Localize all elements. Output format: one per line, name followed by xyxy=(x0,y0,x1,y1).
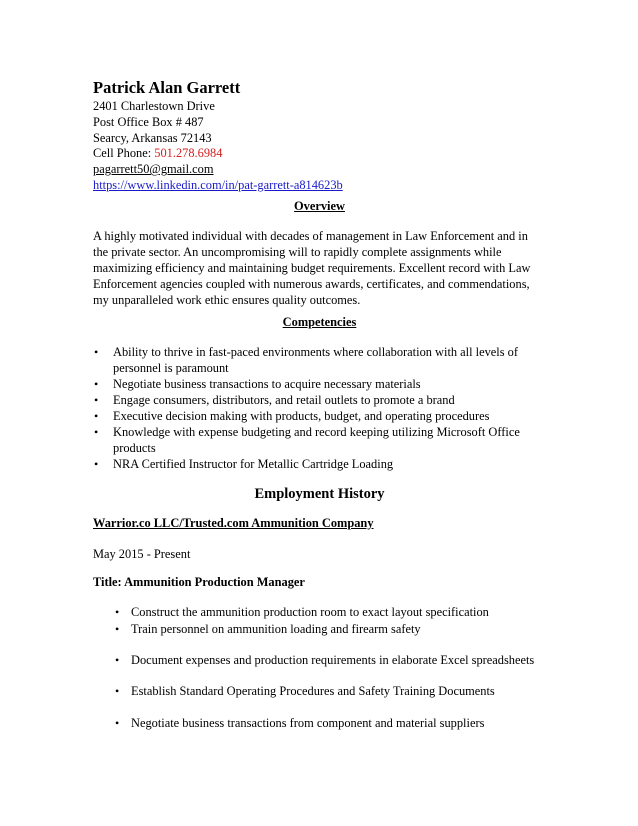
list-item: • Negotiate business transactions from component and material suppliers xyxy=(115,716,485,730)
phone-number: 501.278.6984 xyxy=(154,146,223,161)
overview-line: A highly motivated individual with decades of management in Law Enforcement and in xyxy=(93,229,528,243)
bullet-icon: • xyxy=(94,457,99,471)
bullet-icon: • xyxy=(94,377,99,391)
list-item: • Construct the ammunition production room to exact layout specification xyxy=(115,605,489,619)
employment-heading: Employment History xyxy=(254,486,385,502)
list-item: • Document expenses and production requirements in elaborate Excel spreadsheets xyxy=(115,653,535,667)
overview-line: Enforcement agencies coupled with numerous awards, certificates, and commendations, xyxy=(93,277,530,291)
bullet-icon: • xyxy=(94,345,99,359)
bullet-icon: • xyxy=(115,622,120,636)
address-line-2: Post Office Box # 487 xyxy=(93,114,204,129)
company-name: Warrior.co LLC/Trusted.com Ammunition Company xyxy=(93,516,374,530)
bullet-icon: • xyxy=(115,653,120,667)
linkedin-link[interactable]: https://www.linkedin.com/in/pat-garrett-a814623b xyxy=(93,177,343,192)
employment-dates: May 2015 - Present xyxy=(93,547,191,561)
overview-line: my unparalleled work ethic ensures quality outcomes. xyxy=(93,293,361,307)
phone-line xyxy=(93,146,553,162)
list-item: • Executive decision making with products, budget, and operating procedures xyxy=(94,409,490,423)
phone-label: Cell Phone: xyxy=(93,146,155,161)
address-line-3: Searcy, Arkansas 72143 xyxy=(93,130,212,145)
overview-paragraph xyxy=(93,228,547,308)
list-item: • Engage consumers, distributors, and retail outlets to promote a brand xyxy=(94,393,455,407)
bullet-icon: • xyxy=(94,409,99,423)
bullet-icon: • xyxy=(94,393,99,407)
overview-heading: Overview xyxy=(294,199,345,213)
bullet-icon: • xyxy=(94,425,99,439)
list-item: • Knowledge with expense budgeting and record keeping utilizing Microsoft Office products xyxy=(94,425,520,455)
bullet-icon: • xyxy=(115,684,120,698)
contact-header xyxy=(93,79,553,194)
list-item: • Ability to thrive in fast-paced environments where collaboration with all levels of personnel is paramount xyxy=(94,345,518,375)
email-link[interactable]: pagarrett50@gmail.com xyxy=(93,162,214,177)
list-item: • NRA Certified Instructor for Metallic Cartridge Loading xyxy=(94,457,394,471)
job-title: Title: Ammunition Production Manager xyxy=(93,575,305,589)
list-item: • Establish Standard Operating Procedures and Safety Training Documents xyxy=(115,684,495,698)
list-item: • Train personnel on ammunition loading and firearm safety xyxy=(115,622,421,636)
bullet-icon: • xyxy=(115,716,120,730)
list-item: • Negotiate business transactions to acquire necessary materials xyxy=(94,377,421,391)
bullet-icon: • xyxy=(115,605,120,619)
overview-line: the private sector. An uncompromising will to rapidly complete assignments while xyxy=(93,245,502,259)
overview-line: maximizing efficiency and maintaining budget requirements. Excellent record with Law xyxy=(93,261,531,275)
competencies-heading: Competencies xyxy=(282,315,357,329)
competencies-list xyxy=(93,344,547,472)
candidate-name: Patrick Alan Garrett xyxy=(93,78,241,97)
address-line-1: 2401 Charlestown Drive xyxy=(93,99,215,113)
